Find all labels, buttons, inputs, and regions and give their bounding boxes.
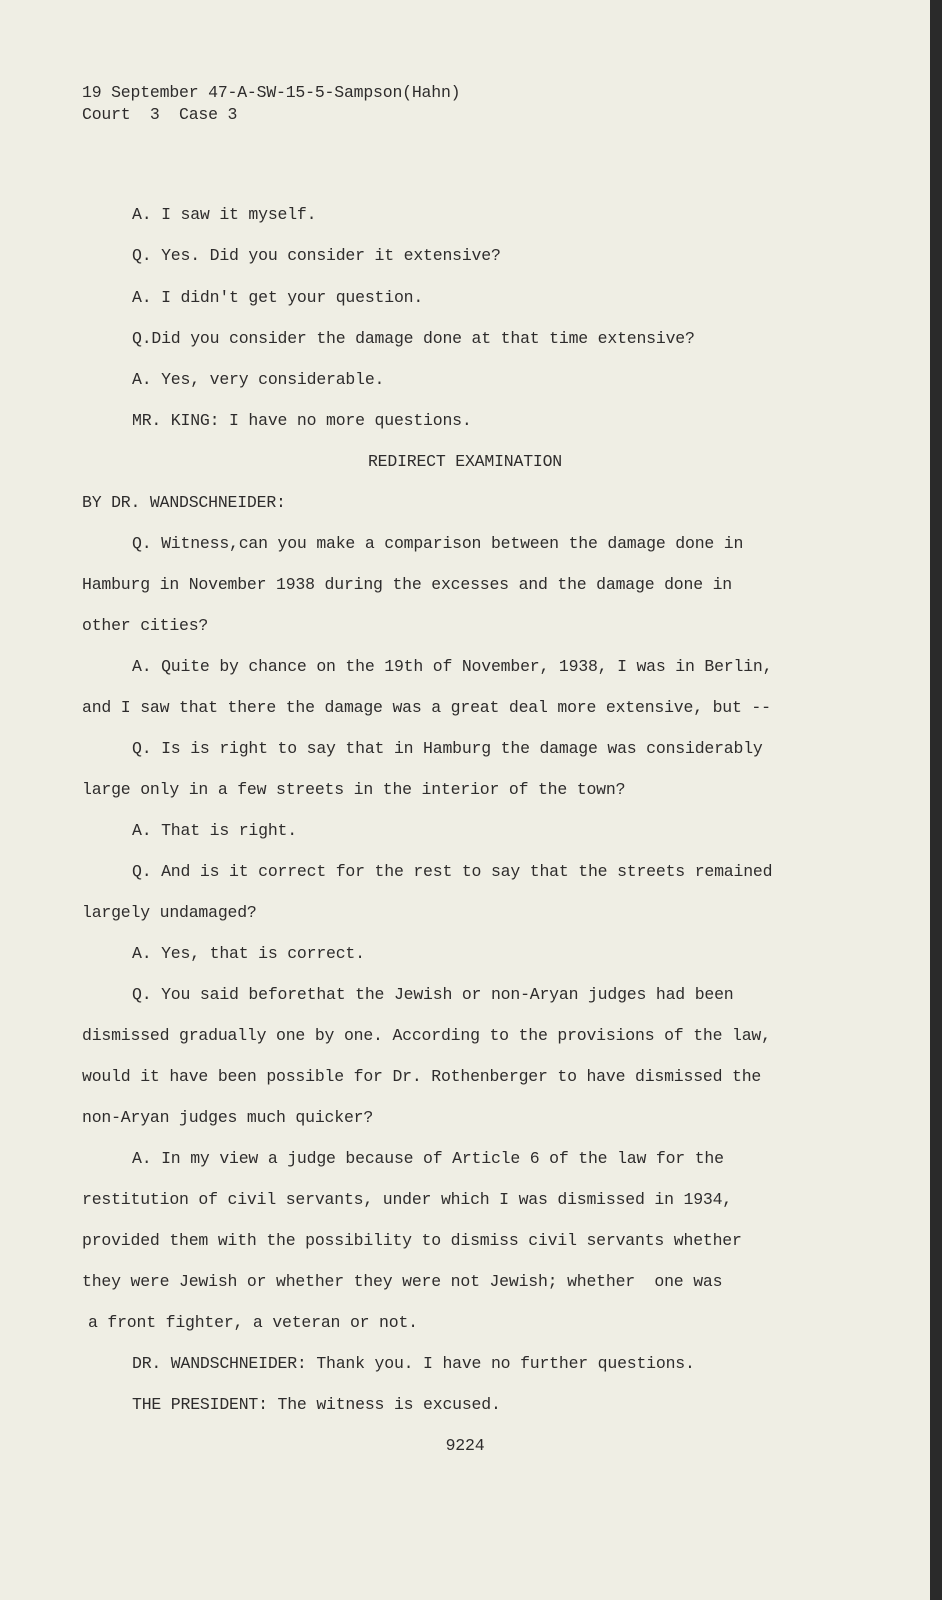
transcript-line: A. Quite by chance on the 19th of November, 1938, I was in Berlin, [132, 657, 773, 676]
transcript-line: other cities? [82, 616, 209, 635]
transcript-line: non-Aryan judges much quicker? [82, 1108, 374, 1127]
transcript-line: largely undamaged? [82, 903, 257, 922]
transcript-line: a front fighter, a veteran or not. [88, 1313, 418, 1332]
transcript-line: A. I saw it myself. [132, 205, 317, 224]
examiner-line: BY DR. WANDSCHNEIDER: [82, 493, 286, 512]
transcript-line: DR. WANDSCHNEIDER: Thank you. I have no further questions. [132, 1354, 695, 1373]
transcript-line: MR. KING: I have no more questions. [132, 411, 472, 430]
transcript-line: A. Yes, that is correct. [132, 944, 365, 963]
header-line-1: 19 September 47-A-SW-15-5-Sampson(Hahn) [82, 83, 461, 102]
transcript-line: Q. And is it correct for the rest to say that the streets remained [132, 862, 773, 881]
transcript-line: would it have been possible for Dr. Rothenberger to have dismissed the [82, 1067, 762, 1086]
transcript-line: Q. Yes. Did you consider it extensive? [132, 246, 501, 265]
page-edge-shadow [930, 0, 942, 1600]
section-heading: REDIRECT EXAMINATION [367, 452, 563, 471]
transcript-line: A. Yes, very considerable. [132, 370, 385, 389]
transcript-line: Q.Did you consider the damage done at that time extensive? [132, 329, 695, 348]
transcript-line: dismissed gradually one by one. According to the provisions of the law, [82, 1026, 771, 1045]
transcript-line: Hamburg in November 1938 during the excesses and the damage done in [82, 575, 733, 594]
transcript-line: and I saw that there the damage was a great deal more extensive, but -- [82, 698, 771, 717]
page-number: 9224 [445, 1436, 485, 1455]
transcript-line: A. That is right. [132, 821, 297, 840]
transcript-line: A. In my view a judge because of Article 6 of the law for the [132, 1149, 724, 1168]
header-line-2: Court 3 Case 3 [82, 105, 238, 124]
transcript-line: restitution of civil servants, under which I was dismissed in 1934, [82, 1190, 733, 1209]
transcript-line: Q. Witness,can you make a comparison between the damage done in [132, 534, 744, 553]
transcript-line: provided them with the possibility to dismiss civil servants whether [82, 1231, 742, 1250]
transcript-line: THE PRESIDENT: The witness is excused. [132, 1395, 501, 1414]
transcript-line: Q. Is is right to say that in Hamburg the damage was considerably [132, 739, 763, 758]
transcript-line: A. I didn't get your question. [132, 288, 424, 307]
transcript-line: large only in a few streets in the interior of the town? [82, 780, 626, 799]
transcript-line: Q. You said beforethat the Jewish or non-Aryan judges had been [132, 985, 734, 1004]
transcript-line: they were Jewish or whether they were not Jewish; whether one was [82, 1272, 723, 1291]
